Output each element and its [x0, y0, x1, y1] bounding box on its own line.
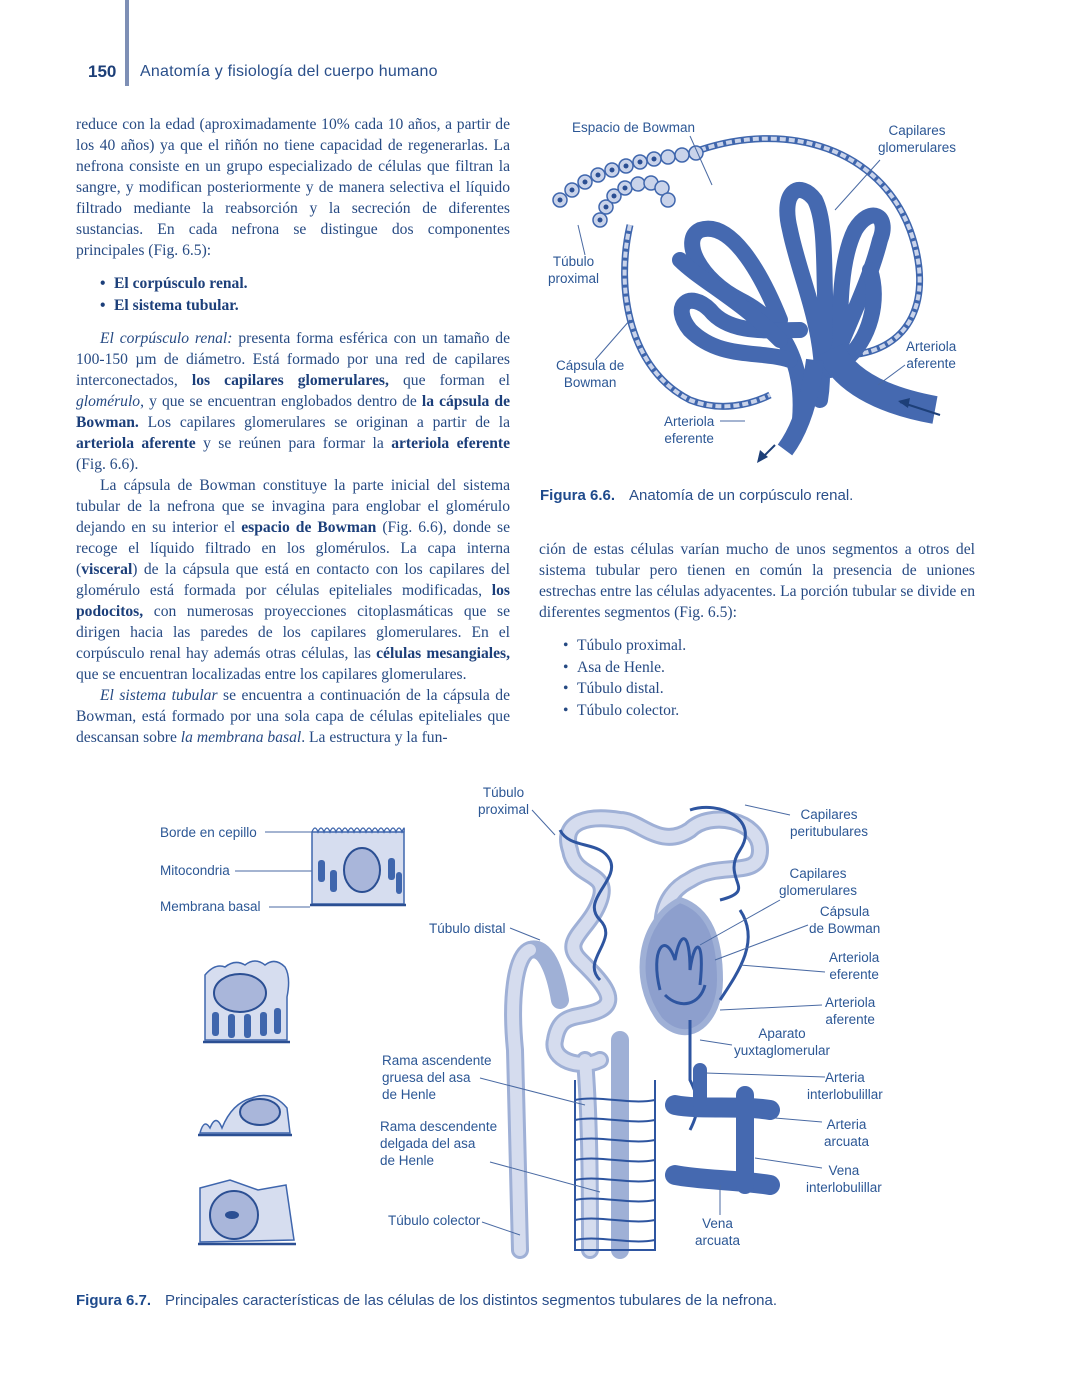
label-arteria-arcuata: Arteria arcuata — [824, 1117, 870, 1149]
label-tubulo-proximal: Túbulo proximal — [478, 785, 530, 817]
paragraph-sistema-tubular: El sistema tubular se encuentra a continuación de la cápsula de Bowman, está formado por una sola capa de células epiteliales que descansan sobre la membrana basal. La estructura y la fun- — [76, 687, 510, 746]
label-borde-cepillo: Borde en cepillo — [160, 825, 257, 840]
label-arteriola-aferente: Arteriola aferente — [825, 995, 876, 1027]
label-vena-interlobulillar: Vena interlobulillar — [806, 1163, 882, 1195]
label-rama-ascendente: Rama ascendente gruesa del asa de Henle — [382, 1053, 492, 1102]
label-aparato-yuxtaglomerular: Aparato yuxtaglomerular — [734, 1026, 831, 1058]
label-tubulo-distal: Túbulo distal — [429, 921, 506, 936]
running-title: Anatomía y fisiología del cuerpo humano — [140, 63, 438, 80]
label-tubulo-colector: Túbulo colector — [388, 1213, 481, 1228]
list-item: • Túbulo proximal. — [563, 635, 975, 657]
list-item: • Túbulo distal. — [563, 678, 975, 700]
label-capsula-bowman: Cápsula de Bowman — [556, 358, 625, 390]
label-arteriola-eferente: Arteriola eferente — [664, 414, 715, 446]
label-arteriola-aferente: Arteriola aferente — [906, 339, 957, 371]
label-espacio-bowman: Espacio de Bowman — [572, 120, 696, 135]
label-rama-descendente: Rama descendente delgada del asa de Henle — [380, 1119, 498, 1168]
proximal-cell-icon — [310, 828, 406, 905]
label-tubulo-proximal: Túbulo proximal — [548, 254, 600, 286]
label-vena-arcuata: Vena arcuata — [695, 1216, 741, 1248]
paragraph-capsula: La cápsula de Bowman constituye la parte inicial del sistema tubular de la nefrona que se invagina para englobar el glomérulo dejando en su interior el espacio de Bowman (Fig. 6.6), donde se recoge el líquido filtrado en los glomérulos. La capa interna (visceral) de la cápsula que está en contacto con los capilares del glomérulo está formada por células epiteliales modificadas, los podocitos, con numerosas proyecciones citoplasmáticas que se dirigen hacia las paredes de los capilares glomerulares. En el corpúsculo renal hay además otras células, las células mesangiales, que se encuentran localizadas entre los capilares glomerulares. — [76, 477, 510, 683]
paragraph-segmentos: ción de estas células varían mucho de unos segmentos a otros del sistema tubular pero tienen en común la presencia de uniones estrechas entre las células adyacentes. La porción tubular se divide en diferentes segmentos (Fig. 6.5): — [539, 541, 975, 621]
distal-cell-icon — [198, 1096, 292, 1135]
page-number: 150 — [88, 62, 117, 81]
thick-limb-cell-icon — [203, 961, 290, 1042]
list-item: • Asa de Henle. — [563, 657, 975, 679]
label-arteriola-eferente: Arteriola eferente — [829, 950, 880, 982]
figure-6-7-caption: Figura 6.7. Principales características de las células de los distintos segmentos tubulares de la nefrona. — [76, 1292, 778, 1309]
list-item: • Túbulo colector. — [563, 700, 975, 722]
paragraph-nefrona: reduce con la edad (aproximadamente 10% cada 10 años, a partir de los 40 años) ya que el riñón no tiene capacidad de regenerarlas. La nefrona consiste en un grupo especializado de células que filtran la sangre, y modifican posteriormente y de manera selectiva el líquido filtrado mediante la reabsorción y la secreción de diferentes sustancias. En cada nefrona se distingue dos componentes principales (Fig. 6.5): — [76, 116, 510, 259]
label-arteria-interlobulillar: Arteria interlobulillar — [807, 1070, 883, 1102]
collecting-cell-icon — [198, 1180, 296, 1244]
label-capilares-peritubulares: Capilares peritubulares — [790, 807, 869, 839]
label-capsula-bowman: Cápsula de Bowman — [809, 904, 881, 936]
label-capilares-glomerulares: Capilares glomerulares — [878, 123, 957, 155]
label-capilares-glomerulares: Capilares glomerulares — [779, 866, 858, 898]
figure-6-6-caption: Figura 6.6. Anatomía de un corpúsculo renal. — [540, 487, 854, 504]
label-membrana-basal: Membrana basal — [160, 899, 261, 914]
list-item: • El sistema tubular. — [100, 295, 510, 317]
list-item: • El corpúsculo renal. — [100, 273, 510, 295]
paragraph-corpusculo: El corpúsculo renal: presenta forma esférica con un tamaño de 100-150 µm de diámetro. Está formado por una red de capilares interconectados, los capilares glomerulares, que forman el glomérulo, y que se encuentran englobados dentro de la cápsula de Bowman. Los capilares glomerulares se originan a partir de la arteriola aferente y se reúnen para formar la arteriola eferente (Fig. 6.6). — [76, 330, 511, 473]
label-mitocondria: Mitocondria — [160, 863, 230, 878]
